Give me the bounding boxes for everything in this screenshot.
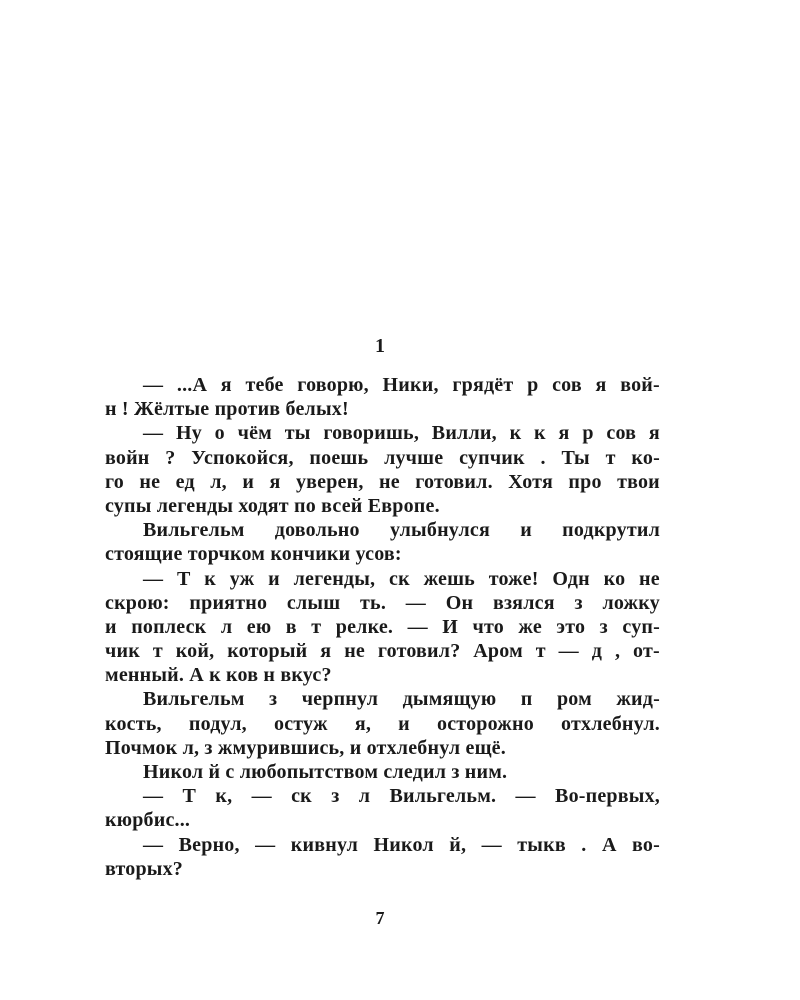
text-line xyxy=(105,639,660,663)
text-line xyxy=(105,373,660,397)
word: черпнул xyxy=(301,688,379,711)
word: Вильгельм. xyxy=(389,785,497,808)
word: скрою: xyxy=(105,591,170,614)
word: Во-первых, xyxy=(555,785,660,808)
word: к, xyxy=(215,785,233,808)
word: тебе xyxy=(245,374,284,396)
word: т xyxy=(535,640,546,663)
word: в xyxy=(285,615,297,638)
word: Ники, xyxy=(382,374,439,396)
word: з xyxy=(574,591,583,614)
word: я xyxy=(595,374,607,396)
word: слыш xyxy=(286,591,341,614)
word: п xyxy=(520,688,533,711)
word: сов xyxy=(606,422,637,445)
text-line xyxy=(105,784,660,808)
word: тыкв xyxy=(517,833,566,856)
word: И xyxy=(442,615,459,638)
word: готовил. xyxy=(415,470,493,493)
word: — xyxy=(143,374,164,396)
word: ? xyxy=(165,446,176,469)
word: т xyxy=(152,640,163,663)
word: осторожно xyxy=(437,712,534,735)
word: релке. xyxy=(335,615,394,638)
word: ед xyxy=(175,470,195,493)
word: Ну xyxy=(175,422,202,445)
word: подкрутил xyxy=(562,519,660,542)
word: довольно xyxy=(274,519,360,542)
text-line xyxy=(105,833,660,857)
word: Никол xyxy=(373,833,434,856)
word: жешь xyxy=(423,567,475,590)
text-line: н ! Жёлтые против белых! xyxy=(105,398,349,421)
word: вой- xyxy=(620,374,660,396)
word: — xyxy=(407,615,428,638)
text-line xyxy=(105,591,660,615)
word: Он xyxy=(445,591,474,614)
text-line xyxy=(105,687,660,711)
word: з xyxy=(331,785,340,808)
word: уж xyxy=(229,567,255,590)
page-number: 7 xyxy=(375,908,385,928)
word: — xyxy=(255,833,276,856)
word: . xyxy=(540,446,546,469)
word: я xyxy=(269,470,281,493)
word: взялся xyxy=(492,591,555,614)
word: р xyxy=(582,422,594,445)
word: — xyxy=(405,591,426,614)
word: чём xyxy=(237,422,273,445)
text-line xyxy=(105,518,660,542)
word: — xyxy=(143,567,164,590)
word: же xyxy=(518,615,542,638)
word: к xyxy=(534,422,546,445)
word: не xyxy=(639,567,660,590)
word: Верно, xyxy=(178,833,240,856)
word: — xyxy=(558,640,579,663)
word: з xyxy=(599,615,608,638)
word: сов xyxy=(552,374,582,396)
word: лучше xyxy=(384,446,444,469)
word: т xyxy=(311,615,322,638)
word: т xyxy=(605,446,616,469)
text-line: вторых? xyxy=(105,857,184,880)
word: л, xyxy=(210,470,227,493)
text-line xyxy=(105,567,660,591)
word: ко- xyxy=(631,446,660,469)
text-line: менный. А к ков н вкус? xyxy=(105,664,332,687)
word: грядёт xyxy=(452,374,514,396)
word: — xyxy=(143,422,164,445)
word: который xyxy=(227,640,308,663)
word: Т xyxy=(176,567,191,590)
word: ты xyxy=(284,422,311,445)
word: и xyxy=(268,567,280,590)
word: твои xyxy=(617,470,660,493)
text-line: Никол й с любопытством следил з ним. xyxy=(143,761,508,783)
word: поешь xyxy=(309,446,369,469)
word: к xyxy=(204,567,216,590)
word: Т xyxy=(182,785,197,808)
word: приятно xyxy=(189,591,268,614)
text-line xyxy=(105,712,660,736)
word: от- xyxy=(633,640,660,663)
word: легенды, xyxy=(293,567,376,590)
word: про xyxy=(568,470,602,493)
word: я xyxy=(558,422,570,445)
word: о xyxy=(214,422,225,445)
word: Одн xyxy=(552,567,590,590)
word: во- xyxy=(632,833,660,856)
word: и xyxy=(398,712,410,735)
word: говоришь, xyxy=(323,422,420,445)
body-text xyxy=(105,373,660,881)
chapter-number: 1 xyxy=(375,335,385,357)
word: Ты xyxy=(561,446,590,469)
word: говорю, xyxy=(297,374,369,396)
word: не xyxy=(139,470,161,493)
word: ложку xyxy=(602,591,660,614)
word: супчик xyxy=(459,446,525,469)
word: ко xyxy=(603,567,626,590)
word: й, xyxy=(449,833,467,856)
word: это xyxy=(556,615,586,638)
word: — xyxy=(515,785,536,808)
word: к xyxy=(509,422,522,445)
word: подул, xyxy=(188,712,247,735)
word: улыбнулся xyxy=(389,519,491,542)
text-line: кюрбис... xyxy=(105,809,191,832)
word: го xyxy=(105,470,124,493)
text-line: супы легенды ходят по всей Европе. xyxy=(105,494,440,517)
word: тоже! xyxy=(488,567,539,590)
word: кивнул xyxy=(290,833,359,856)
word: — xyxy=(143,785,164,808)
word: А xyxy=(601,833,617,856)
word: ею xyxy=(246,615,272,638)
word: и xyxy=(242,470,255,493)
word: д xyxy=(591,640,603,663)
word: я, xyxy=(354,712,372,735)
word: кость, xyxy=(105,712,162,735)
word: Вильгельм xyxy=(143,519,245,542)
word: — xyxy=(251,785,272,808)
word: , xyxy=(614,640,621,663)
word: и xyxy=(520,519,532,542)
word: не xyxy=(344,640,365,663)
word: ром xyxy=(556,688,592,711)
word: поплеск xyxy=(131,615,207,638)
word: — xyxy=(143,833,164,856)
text-line xyxy=(105,470,660,494)
text-line xyxy=(105,615,660,639)
word: л xyxy=(358,785,371,808)
word: дымящую xyxy=(402,688,497,711)
word: л xyxy=(220,615,233,638)
word: — xyxy=(481,833,502,856)
word: и xyxy=(105,615,117,638)
word: готовил? xyxy=(377,640,461,663)
word: з xyxy=(269,688,278,711)
word: ск xyxy=(389,567,410,590)
word: ть. xyxy=(360,591,387,614)
text-line xyxy=(105,446,660,470)
word: остуж xyxy=(274,712,328,735)
word: ск xyxy=(291,785,312,808)
text-line: стоящие торчком кончики усов: xyxy=(105,543,402,566)
word: я xyxy=(320,640,332,663)
word: кой, xyxy=(175,640,215,663)
word: . xyxy=(581,833,587,856)
word: чик xyxy=(105,640,140,663)
word: Хотя xyxy=(508,470,553,493)
word: что xyxy=(472,615,504,638)
word: Аром xyxy=(473,640,523,663)
word: отхлебнул. xyxy=(561,712,660,735)
word: Вилли, xyxy=(431,422,497,445)
word: р xyxy=(527,374,539,396)
word: я xyxy=(648,422,660,445)
word: я xyxy=(220,374,232,396)
word: Успокойся, xyxy=(191,446,294,469)
word: ...А xyxy=(176,374,208,396)
word: жид- xyxy=(616,688,660,711)
text-line: Почмок л, з жмурившись, и отхлебнул ещё. xyxy=(105,736,506,759)
word: Вильгельм xyxy=(143,688,245,711)
word: не xyxy=(379,470,400,493)
word: войн xyxy=(105,446,150,469)
word: уверен, xyxy=(295,470,364,493)
text-line xyxy=(105,421,660,445)
word: суп- xyxy=(622,615,660,638)
